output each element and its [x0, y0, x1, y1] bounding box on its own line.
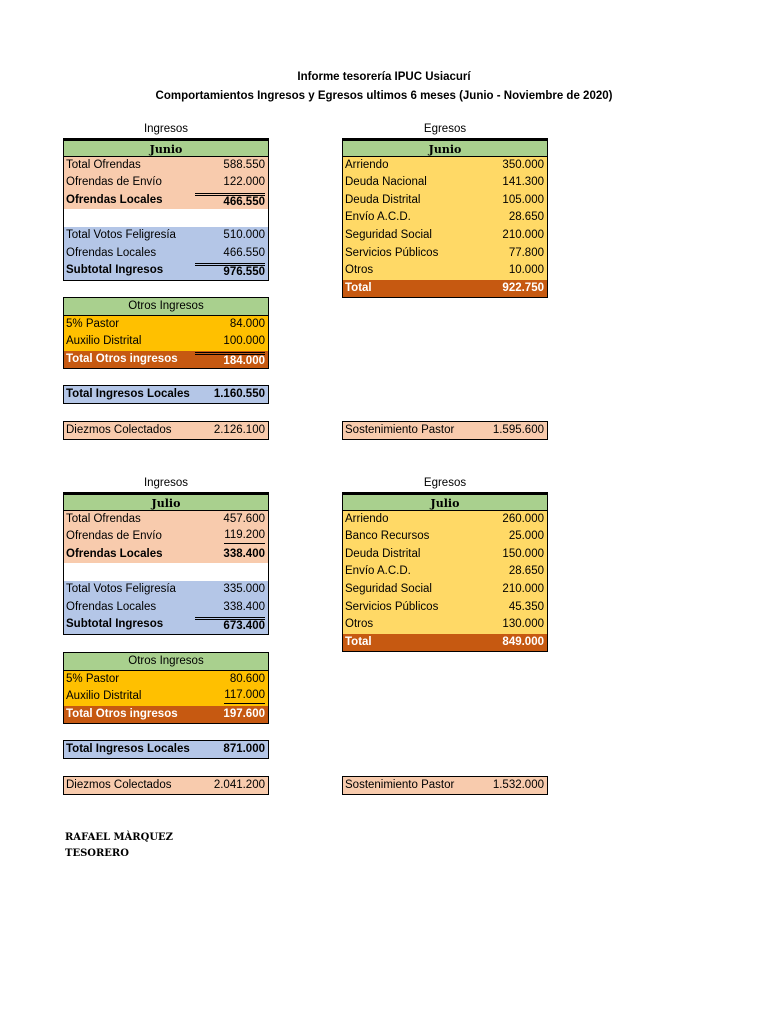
row-label: Total Ingresos Locales	[66, 388, 190, 400]
spacer-row	[64, 209, 268, 227]
row-label: Total	[345, 635, 372, 648]
julio-ingresos-table	[63, 492, 269, 635]
spacer-row	[64, 563, 268, 581]
row-value: 2.126.100	[213, 424, 265, 436]
junio-ingresos-label: Ingresos	[143, 123, 189, 135]
row-label: Total Ofrendas	[66, 512, 141, 525]
row-label: Total Ingresos Locales	[66, 743, 190, 755]
row-value: 350.000	[502, 158, 544, 171]
row-value: 1.595.600	[492, 424, 544, 436]
julio-egresos-label: Egresos	[423, 477, 467, 489]
junio-total-ofrendas-row	[64, 157, 268, 175]
row-value: 80.600	[229, 672, 265, 685]
row-label: Diezmos Colectados	[66, 779, 172, 791]
julio-egresos-table	[342, 492, 548, 652]
row-value: 1.160.550	[213, 388, 265, 400]
egreso-row	[343, 563, 547, 581]
row-label: Subtotal Ingresos	[66, 618, 164, 631]
row-value: 510.000	[223, 228, 265, 241]
row-value: 338.400	[223, 547, 265, 560]
julio-ingresos-label: Ingresos	[143, 477, 189, 489]
row-value: 2.041.200	[213, 779, 265, 791]
row-label: Ofrendas Locales	[66, 193, 163, 206]
julio-diezmos	[63, 776, 269, 795]
junio-ofrendas-locales2-row	[64, 245, 268, 263]
row-label: Seguridad Social	[345, 228, 432, 241]
junio-auxilio-row	[64, 333, 268, 351]
row-label: Ofrendas de Envío	[66, 530, 162, 543]
row-label: Deuda Distrital	[345, 547, 421, 560]
julio-ofrendas-envio-row	[64, 528, 268, 546]
julio-ingresos-month-header: Julio	[64, 493, 268, 511]
egreso-row	[343, 227, 547, 245]
junio-egresos-total-row	[343, 280, 547, 298]
row-label: Arriendo	[345, 158, 389, 171]
signature-name: RAFAEL MÀRQUEZ	[65, 832, 173, 843]
egreso-row	[343, 616, 547, 634]
row-value: 117.000	[224, 688, 265, 704]
row-value: 466.550	[223, 246, 265, 259]
row-label: Seguridad Social	[345, 582, 432, 595]
row-label: Otros	[345, 264, 374, 277]
row-value: 335.000	[223, 582, 265, 595]
julio-subtotal-row	[64, 616, 268, 634]
junio-ofrendas-envio-row	[64, 174, 268, 192]
junio-ingresos-month-header: Junio	[64, 139, 268, 157]
row-value: 119.200	[224, 528, 265, 544]
row-label: Envío A.C.D.	[345, 565, 411, 578]
row-value: 150.000	[502, 547, 544, 560]
row-value: 210.000	[502, 582, 544, 595]
row-value: 45.350	[508, 600, 544, 613]
junio-subtotal-row	[64, 262, 268, 280]
row-label: Total Votos Feligresía	[66, 582, 176, 595]
junio-otros-header: Otros Ingresos	[64, 298, 268, 316]
julio-ofrendas-locales2-row	[64, 599, 268, 617]
row-value: 105.000	[502, 193, 544, 206]
egreso-row	[343, 511, 547, 529]
egreso-row	[343, 546, 547, 564]
report-subtitle: Comportamientos Ingresos y Egresos ultimos 6 meses (Junio - Noviembre de 2020)	[155, 90, 613, 102]
julio-pastor-row	[64, 671, 268, 689]
junio-total-votos-row	[64, 227, 268, 245]
row-label: Banco Recursos	[345, 530, 430, 543]
row-value: 122.000	[223, 176, 265, 189]
row-label: Total Votos Feligresía	[66, 228, 176, 241]
row-value: 466.550	[195, 193, 265, 209]
row-label: Envío A.C.D.	[345, 211, 411, 224]
junio-total-ingresos-locales	[63, 385, 269, 404]
row-label: Servicios Públicos	[345, 246, 439, 259]
row-label: Deuda Distrital	[345, 193, 421, 206]
junio-otros-table	[63, 297, 269, 369]
report-title: Informe tesorería IPUC Usiacurí	[297, 71, 471, 83]
row-label: Arriendo	[345, 512, 389, 525]
row-label: Ofrendas Locales	[66, 246, 157, 259]
row-label: Sostenimiento Pastor	[345, 424, 455, 436]
row-label: Ofrendas Locales	[66, 547, 163, 560]
row-label: Auxilio Distrital	[66, 335, 142, 348]
julio-otros-header: Otros Ingresos	[64, 653, 268, 671]
row-value: 922.750	[502, 281, 544, 294]
egreso-row	[343, 157, 547, 175]
row-value: 184.000	[195, 352, 265, 368]
row-value: 84.000	[229, 317, 265, 330]
row-value: 1.532.000	[492, 779, 544, 791]
egreso-row	[343, 581, 547, 599]
row-label: Total Otros ingresos	[66, 707, 178, 720]
junio-pastor-row	[64, 316, 268, 334]
row-value: 28.650	[508, 565, 544, 578]
row-label: Subtotal Ingresos	[66, 264, 164, 277]
row-value: 871.000	[223, 743, 265, 755]
row-label: Total	[345, 281, 372, 294]
row-label: Sostenimiento Pastor	[345, 779, 455, 791]
julio-otros-total-row	[64, 706, 268, 724]
row-value: 673.400	[195, 617, 265, 633]
egreso-row	[343, 528, 547, 546]
row-value: 100.000	[223, 335, 265, 348]
row-label: Total Otros ingresos	[66, 352, 178, 365]
junio-egresos-rows	[343, 157, 547, 280]
row-value: 457.600	[223, 512, 265, 525]
row-value: 338.400	[223, 600, 265, 613]
row-value: 976.550	[195, 263, 265, 279]
junio-diezmos	[63, 421, 269, 440]
row-value: 260.000	[502, 512, 544, 525]
row-label: Deuda Nacional	[345, 176, 427, 189]
julio-auxilio-row	[64, 688, 268, 706]
julio-total-ingresos-locales	[63, 740, 269, 759]
egreso-row	[343, 174, 547, 192]
row-value: 28.650	[508, 211, 544, 224]
row-value: 197.600	[223, 707, 265, 720]
egreso-row	[343, 192, 547, 210]
row-label: 5% Pastor	[66, 317, 120, 330]
julio-sostenimiento-pastor	[342, 776, 548, 795]
julio-otros-table	[63, 652, 269, 724]
junio-ofrendas-locales-row	[64, 192, 268, 210]
julio-egresos-rows	[343, 511, 547, 634]
egreso-row	[343, 209, 547, 227]
row-value: 25.000	[508, 530, 544, 543]
julio-total-votos-row	[64, 581, 268, 599]
row-label: 5% Pastor	[66, 672, 120, 685]
row-value: 10.000	[508, 264, 544, 277]
row-value: 588.550	[223, 158, 265, 171]
row-label: Diezmos Colectados	[66, 424, 172, 436]
julio-egresos-total-row	[343, 634, 547, 652]
row-value: 141.300	[502, 176, 544, 189]
row-label: Ofrendas Locales	[66, 600, 157, 613]
row-value: 130.000	[502, 618, 544, 631]
row-value: 77.800	[508, 246, 544, 259]
julio-ofrendas-locales-row	[64, 546, 268, 564]
junio-egresos-month-header: Junio	[343, 139, 547, 157]
junio-egresos-table	[342, 138, 548, 298]
row-value: 210.000	[502, 228, 544, 241]
row-value: 849.000	[502, 635, 544, 648]
julio-egresos-month-header: Julio	[343, 493, 547, 511]
row-label: Auxilio Distrital	[66, 690, 142, 703]
signature-role: TESORERO	[65, 848, 129, 859]
junio-ingresos-table	[63, 138, 269, 281]
julio-total-ofrendas-row	[64, 511, 268, 529]
egreso-row	[343, 262, 547, 280]
row-label: Servicios Públicos	[345, 600, 439, 613]
junio-egresos-label: Egresos	[423, 123, 467, 135]
junio-otros-total-row	[64, 351, 268, 369]
egreso-row	[343, 245, 547, 263]
row-label: Ofrendas de Envío	[66, 176, 162, 189]
row-label: Otros	[345, 618, 374, 631]
egreso-row	[343, 599, 547, 617]
row-label: Total Ofrendas	[66, 158, 141, 171]
junio-sostenimiento-pastor	[342, 421, 548, 440]
